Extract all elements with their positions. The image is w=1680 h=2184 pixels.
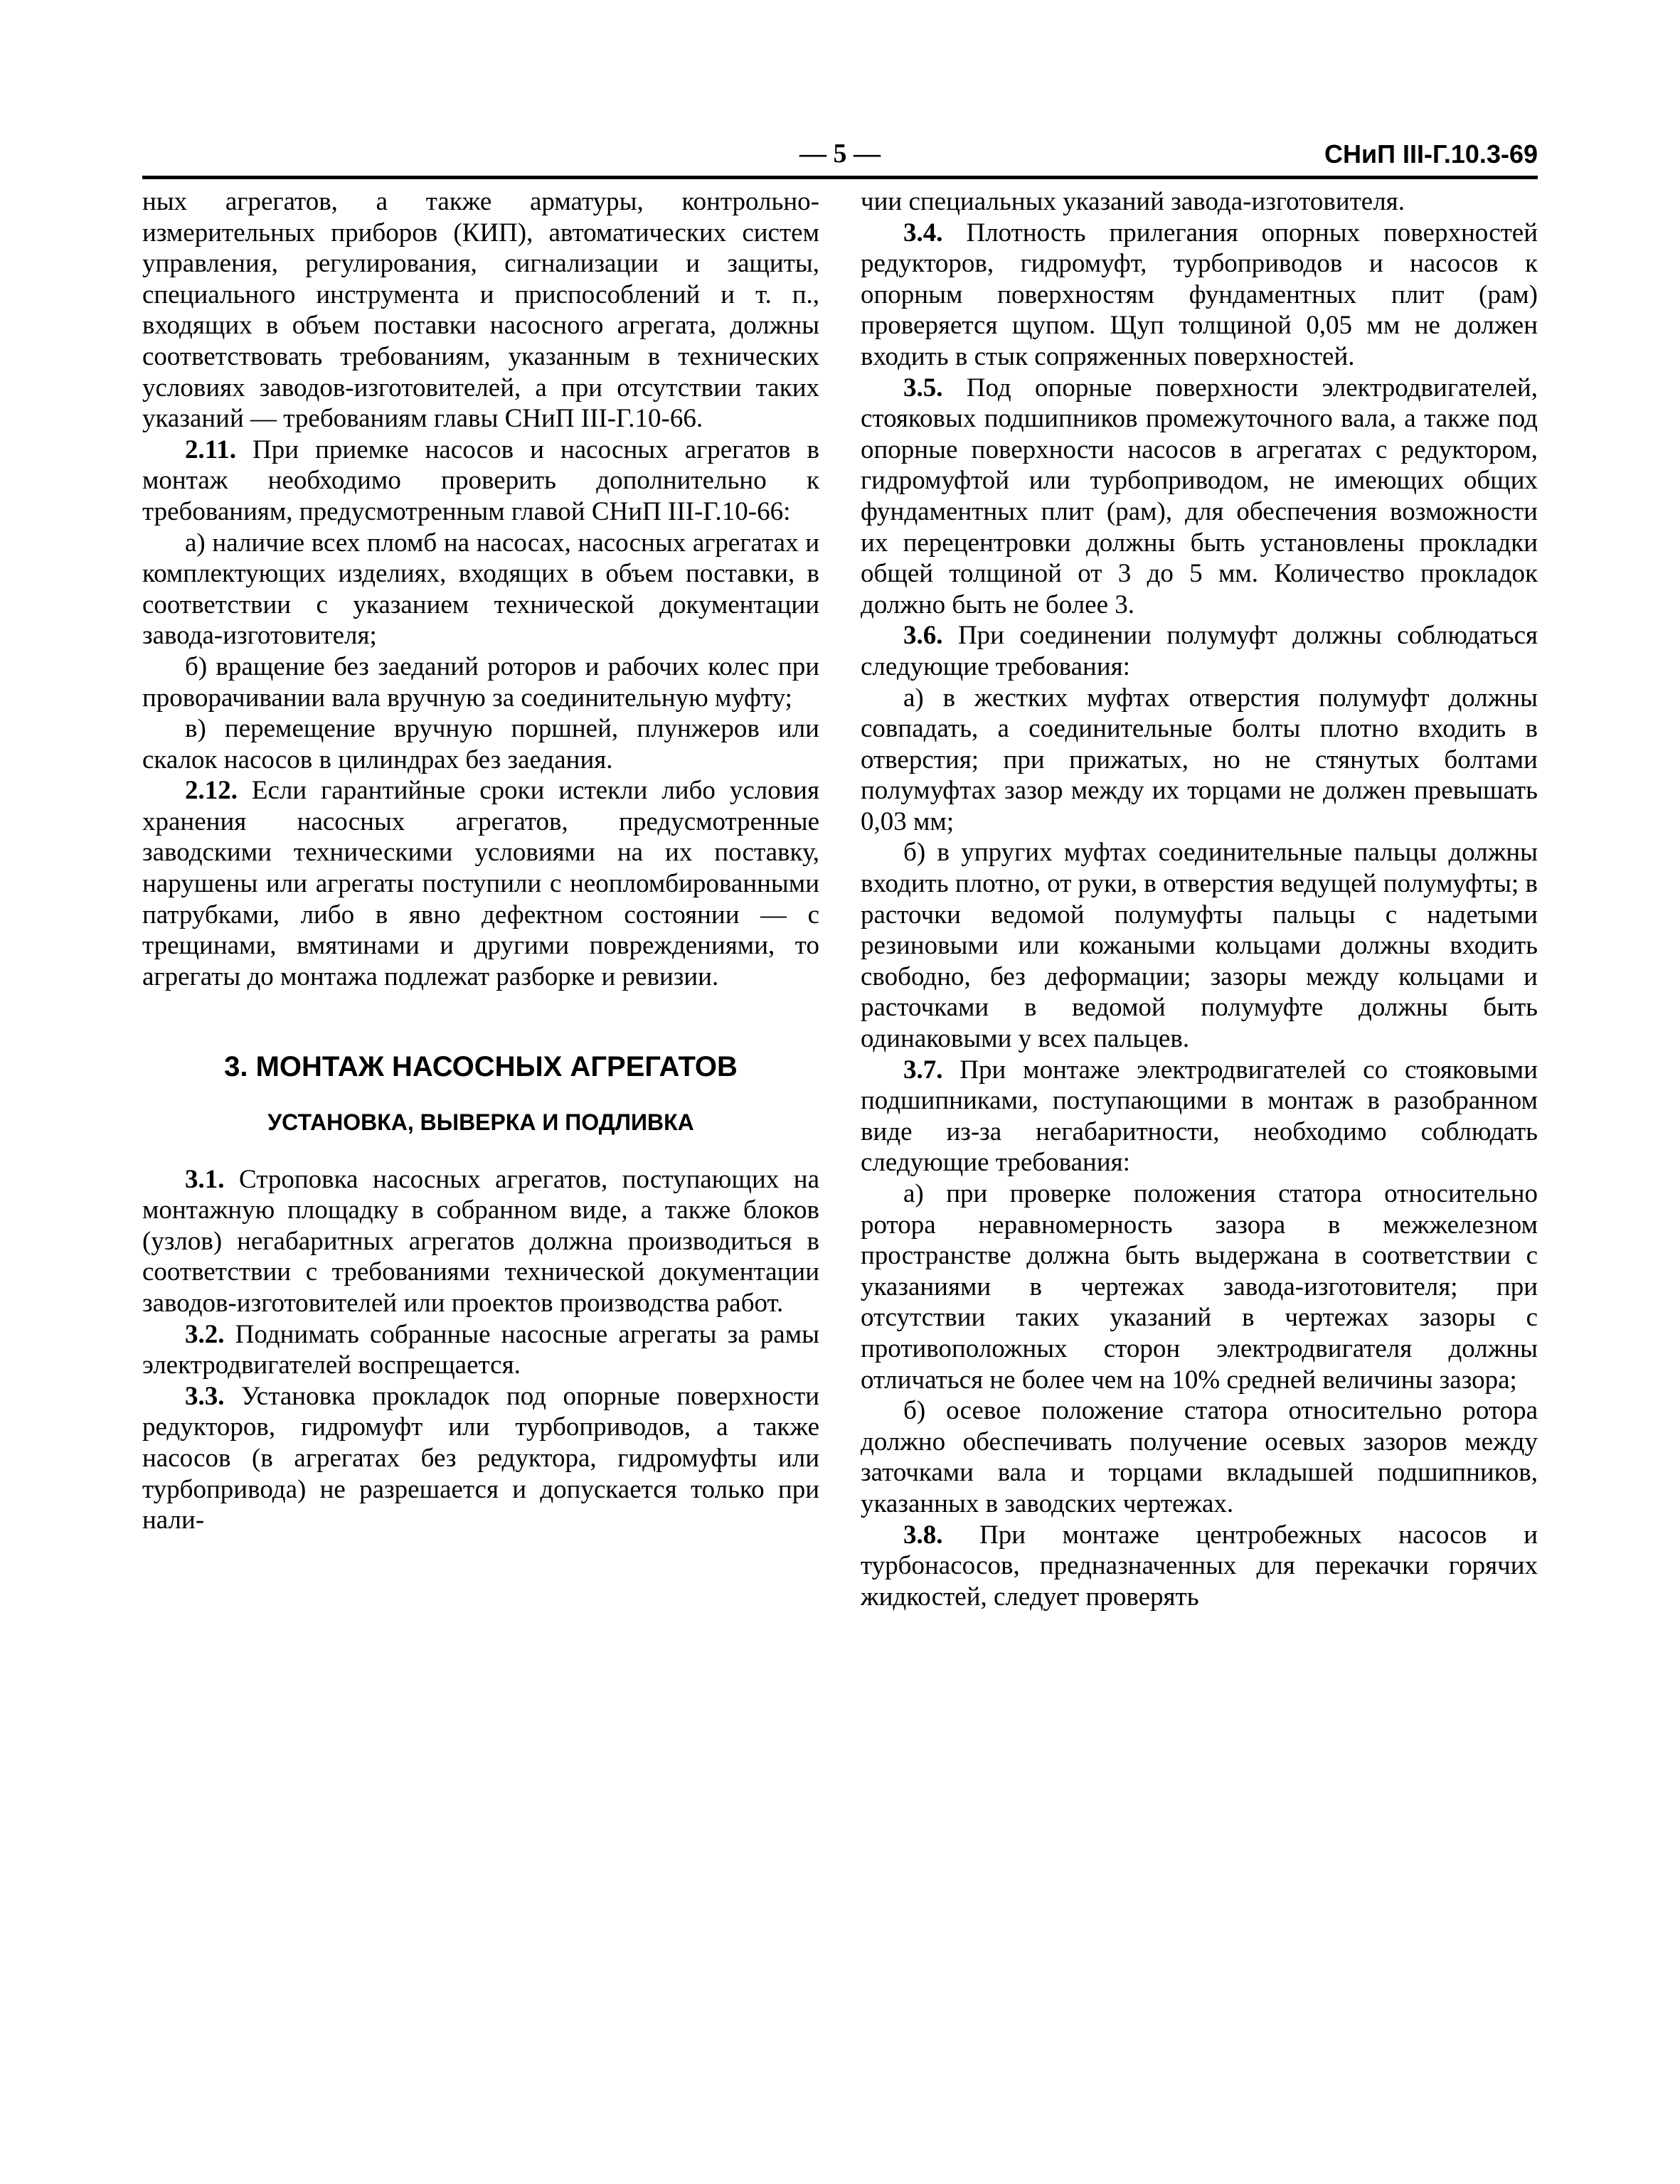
paragraph-text: б) вращение без заеданий роторов и рабочих колес при проворачивании вала вручную за соединительную муфту; — [142, 651, 819, 713]
paragraph — [861, 1520, 1538, 1613]
page-header — [142, 139, 1538, 179]
paragraph — [861, 1178, 1538, 1395]
paragraph-text: в) перемещение вручную поршней, плунжеров или скалок насосов в цилиндрах без заедания. — [142, 714, 819, 774]
paragraph — [142, 1319, 819, 1381]
paragraph-text: Если гарантийные сроки истекли либо условия хранения насосных агрегатов, предусмотренные заводскими техническими условиями на их поставку, нарушены или агрегаты поступили с неопломбированными патрубками, либо в явно дефектном состоянии — с трещинами, вмятинами и другими повреждениями, то агрегаты до монтажа подлежат разборке и ревизии. — [142, 776, 820, 991]
paragraph-text: б) в упругих муфтах соединительные пальцы должны входить плотно, от руки, в отверстия ведущей полумуфты; в расточки ведомой полумуфты пальцы с надетыми резиновыми или кожаными кольцами должны входить свободно, без деформации; зазоры между кольцами и расточками в ведомой полумуфте должны быть одинаковыми у всех пальцев. — [861, 838, 1538, 1054]
clause-number: 3.2. — [185, 1319, 225, 1349]
paragraph — [861, 620, 1538, 682]
right-column — [861, 186, 1538, 1612]
paragraph-text: б) осевое положение статора относительно ротора должно обеспечивать получение осевых зазоров между заточками вала и торцами вкладышей подшипников, указанных в заводских чертежах. — [861, 1396, 1538, 1518]
paragraph-text: При соединении полумуфт должны соблюдаться следующие требования: — [861, 621, 1538, 681]
clause-number: 3.1. — [185, 1164, 225, 1194]
clause-number: 3.8. — [903, 1520, 943, 1550]
paragraph-text: а) наличие всех пломб на насосах, насосных агрегатах и комплектующих изделиях, входящих в объем поставки, в соответствии с указанием технической документации завода-изготовителя; — [142, 528, 819, 651]
paragraph-text: Строповка насосных агрегатов, поступающих на монтажную площадку в собранном виде, а также блоков (узлов) негабаритных агрегатов должна производиться в соответствии с требованиями технической документации заводов-изготовителей или проектов производства работ. — [142, 1164, 819, 1318]
paragraph — [861, 186, 1538, 218]
clause-number: 2.12. — [185, 776, 238, 806]
paragraph-text: Поднимать собранные насосные агрегаты за рамы электродвигателей воспрещается. — [142, 1319, 819, 1380]
paragraph — [861, 218, 1538, 373]
paragraph-text: а) при проверке положения статора относительно ротора неравномерность зазора в межжелезном пространстве должна быть выдержана в соответствии с указаниями в чертежах завода-изготовителя; при отсутствии таких указаний в чертежах зазоры с противоположных сторон электродвигателя должны отличаться не более чем на 10% средней величины зазора; — [861, 1179, 1538, 1395]
paragraph — [142, 651, 819, 713]
clause-number: 3.7. — [903, 1055, 943, 1085]
section-heading: 3. МОНТАЖ НАСОСНЫХ АГРЕГАТОВ — [224, 1051, 738, 1083]
document-code: СНиП III-Г.10.3-69 — [1324, 139, 1538, 169]
paragraph-text: Под опорные поверхности электродвигателей, стояковых подшипников промежуточного вала, а также под опорные поверхности насосов в агрегатах с редуктором, гидромуфтой или турбоприводом, не имеющих общих фундаментных плит (рам), для обеспечения возможности их перецентровки должны быть установлены прокладки общей толщиной от 3 до 5 мм. Количество прокладок должно быть не более 3. — [861, 373, 1538, 619]
paragraph — [142, 1381, 819, 1536]
paragraph-text: ных агрегатов, а также арматуры, контрольно-измерительных приборов (КИП), автоматических систем управления, регулирования, сигнализации и защиты, специального инструмента и приспособлений и т. п., входящих в объем поставки насосного агрегата, должны соответствовать требованиям, указанным в технических условиях заводов-изготовителей, а при отсутствии таких указаний — требованиям главы СНиП III-Г.10-66. — [142, 187, 819, 434]
paragraph-text: а) в жестких муфтах отверстия полумуфт должны совпадать, а соединительные болты плотно входить в отверстия; при прижатых, но не стянутых болтами полумуфтах зазор между их торцами не должен превышать 0,03 мм; — [861, 683, 1538, 836]
paragraph — [142, 435, 819, 528]
paragraph — [142, 713, 819, 775]
paragraph — [861, 1055, 1538, 1178]
paragraph — [142, 528, 819, 651]
paragraph-text: Плотность прилегания опорных поверхностей редукторов, гидромуфт, турбоприводов и насосов к опорным поверхностям фундаментных плит (рам) проверяется щупом. Щуп толщиной 0,05 мм не должен входить в стык сопряженных поверхностей. — [861, 218, 1538, 371]
paragraph — [861, 837, 1538, 1054]
clause-number: 3.5. — [903, 373, 943, 403]
paragraph-text: Установка прокладок под опорные поверхности редукторов, гидромуфт или турбоприводов, а также насосов (в агрегатах без редуктора, гидромуфты или турбопривода) не разрешается и допускается только при нали- — [142, 1381, 820, 1535]
paragraph — [861, 373, 1538, 621]
paragraph — [861, 683, 1538, 838]
paragraph — [142, 775, 819, 992]
paragraph — [142, 1164, 819, 1319]
text-columns — [142, 186, 1538, 1612]
paragraph-text: При монтаже центробежных насосов и турбонасосов, предназначенных для перекачки горячих жидкостей, следует проверять — [861, 1520, 1538, 1612]
page-number: — 5 — — [799, 139, 881, 169]
paragraph-text: При монтаже электродвигателей со стояковыми подшипниками, поступающими в монтаж в разобранном виде из-за негабаритности, необходимо соблюдать следующие требования: — [861, 1055, 1538, 1178]
subsection-heading: УСТАНОВКА, ВЫВЕРКА И ПОДЛИВКА — [267, 1109, 694, 1136]
paragraph — [142, 186, 819, 435]
clause-number: 3.4. — [903, 218, 943, 247]
clause-number: 3.6. — [903, 621, 943, 651]
paragraph — [861, 1395, 1538, 1519]
left-column — [142, 186, 819, 1612]
paragraph-text: чии специальных указаний завода-изготовителя. — [861, 187, 1405, 216]
clause-number: 3.3. — [185, 1381, 225, 1411]
paragraph-text: При приемке насосов и насосных агрегатов в монтаж необходимо проверить дополнительно к требованиям, предусмотренным главой СНиП III-Г.10-66: — [142, 435, 819, 526]
clause-number: 2.11. — [185, 435, 236, 464]
